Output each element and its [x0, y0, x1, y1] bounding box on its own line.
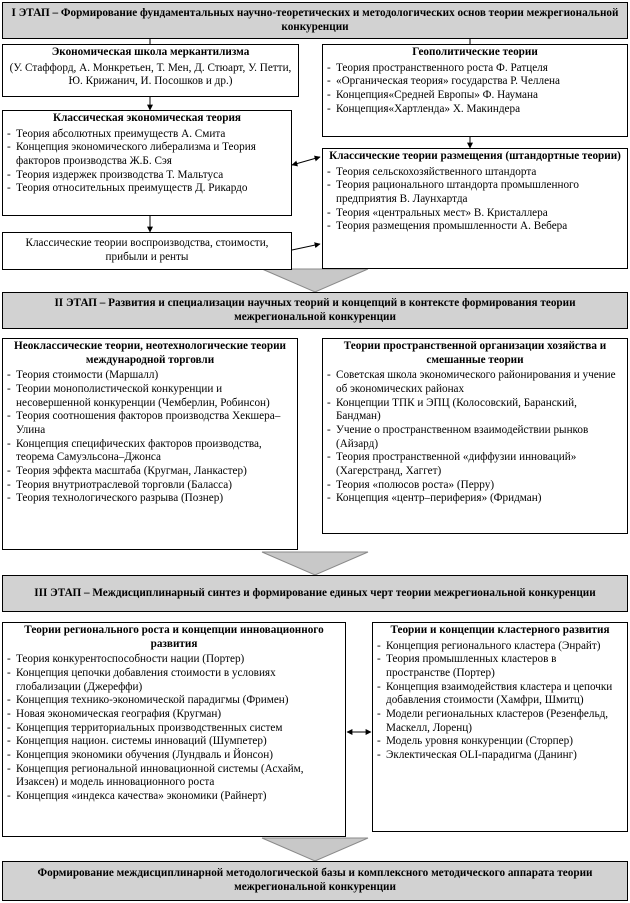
list-item: - Теория эффекта масштаба (Кругман, Ланкастер): [7, 465, 293, 479]
reproduction-text: Классические теории воспроизводства, стоимости, прибыли и ренты: [25, 237, 269, 263]
list-item: - «Органическая теория» государства Р. Челлена: [327, 75, 623, 89]
stage-arrow-3: [262, 838, 368, 861]
mercantilism-box: [2, 44, 299, 97]
list-item: - Теория издержек производства Т. Мальтуса: [7, 169, 287, 183]
list-item: - Концепция «индекса качества» экономики (Райнерт): [7, 790, 341, 804]
list-item: - Концепции ТПК и ЭПЦ (Колосовский, Баранский, Бандман): [327, 397, 623, 424]
neoclassical-box: [2, 338, 298, 550]
list-item: - Модели региональных кластеров (Резенфельд, Маскелл, Лоренц): [377, 708, 623, 735]
mercantilism-authors: (У. Стаффорд, А. Монкретьен, Т. Мен, Д. Стюарт, У. Петти, Ю. Крижанич, И. Посошков и др.): [9, 61, 292, 88]
neoclassical-list: [3, 369, 297, 506]
mercantilism-title: Экономическая школа меркантилизма: [51, 46, 250, 58]
list-item: - Теория пространственного роста Ф. Ратцеля: [327, 62, 623, 76]
list-item: - Теории монополистической конкуренции и несовершенной конкуренции (Чемберлин, Робинсон): [7, 383, 293, 410]
spatial-title: Теории пространственной организации хозяйства и смешанные теории: [343, 340, 607, 366]
list-item: - Теория пространственной «диффузии инноваций» (Хагерстранд, Хаггет): [327, 451, 623, 478]
list-item: - Теория относительных преимуществ Д. Рикардо: [7, 182, 287, 196]
list-item: - Теория рационального штандорта промышленного предприятия В. Лаунхартда: [327, 179, 623, 206]
location-title: Классические теории размещения (штандортные теории): [329, 150, 621, 162]
list-item: - Теория технологического разрыва (Познер): [7, 492, 293, 506]
list-item: - Концепция национ. системы инноваций (Шумпетер): [7, 735, 341, 749]
final-box: [2, 861, 628, 901]
location-list: [323, 166, 627, 234]
list-item: - Теория соотношения факторов производства Хекшера–Улина: [7, 410, 293, 437]
spatial-list: [323, 369, 627, 506]
stage1-header: [2, 2, 628, 39]
list-item: - Теория внутриотраслевой торговли (Баласса): [7, 479, 293, 493]
list-item: - Модель уровня конкуренции (Сторпер): [377, 735, 623, 749]
list-item: - Теория сельскохозяйственного штандорта: [327, 166, 623, 180]
classical-economic-list: [3, 128, 291, 196]
classical-economic-title: Классическая экономическая теория: [53, 112, 241, 124]
list-item: - Теория размещения промышленности А. Вебера: [327, 220, 623, 234]
list-item: - Концепция цепочки добавления стоимости в условиях глобализации (Джерeффи): [7, 667, 341, 694]
list-item: - Концепция«Средней Европы» Ф. Наумана: [327, 89, 623, 103]
list-item: - Концепция«Хартленда» Х. Макиндера: [327, 103, 623, 117]
regional-list: [3, 653, 345, 803]
final-text: Формирование междисциплинарной методологической базы и комплексного методического аппарата теории межрегиональной конкуренции: [37, 867, 593, 893]
list-item: - Концепция регионального кластера (Энрайт): [377, 640, 623, 654]
list-item: - Концепция технико-экономической парадигмы (Фримен): [7, 694, 341, 708]
stage2-title: II ЭТАП – Развития и специализации научных теорий и концепций в контексте формирования теории межрегиональной конкуренции: [54, 296, 576, 323]
geopolitical-list: [323, 62, 627, 117]
cluster-list: [373, 640, 627, 763]
list-item: - Теория промышленных кластеров в пространстве (Портер): [377, 653, 623, 680]
reproduction-box: [2, 232, 292, 270]
list-item: - Концепция территориальных производственных систем: [7, 722, 341, 736]
stage3-header: [2, 575, 628, 612]
list-item: - Учение о пространственном взаимодействии рынков (Айзард): [327, 424, 623, 451]
neoclassical-title: Неоклассические теории, неотехнологические теории международной торговли: [14, 340, 286, 366]
list-item: - Теория «полюсов роста» (Перру): [327, 479, 623, 493]
list-item: - Концепция специфических факторов производства, теорема Самуэльсона–Джонса: [7, 438, 293, 465]
arrow-classical-location: [292, 157, 320, 165]
list-item: - Советская школа экономического районирования и учение об экономических районах: [327, 369, 623, 396]
list-item: - Эклектическая OLI-парадигма (Данинг): [377, 749, 623, 763]
stage2-header: [2, 292, 628, 329]
location-box: [322, 148, 628, 269]
list-item: - Концепция региональной инновационной системы (Асхайм, Изаксен) и модель инновационного роста: [7, 763, 341, 790]
geopolitical-title: Геополитические теории: [412, 46, 538, 58]
list-item: - Теория «центральных мест» В. Кристаллера: [327, 207, 623, 221]
stage-arrow-2: [262, 552, 368, 575]
list-item: - Концепция экономики обучения (Лундваль и Йонсон): [7, 749, 341, 763]
list-item: - Теория стоимости (Маршалл): [7, 369, 293, 383]
classical-economic-box: [2, 110, 292, 216]
list-item: - Теория абсолютных преимуществ А. Смита: [7, 128, 287, 142]
cluster-box: [372, 622, 628, 832]
list-item: - Концепция экономического либерализма и Теория факторов производства Ж.Б. Сэя: [7, 141, 287, 168]
stage-arrow-1: [262, 269, 368, 292]
arrow-reproduction-to-location: [292, 244, 320, 250]
list-item: - Концепция «центр–периферия» (Фридман): [327, 492, 623, 506]
list-item: - Концепция взаимодействия кластера и цепочки добавления стоимости (Хамфри, Шмитц): [377, 681, 623, 708]
cluster-title: Теории и концепции кластерного развития: [390, 624, 610, 636]
regional-box: [2, 622, 346, 837]
geopolitical-box: [322, 44, 628, 137]
regional-title: Теории регионального роста и концепции инновационного развития: [24, 624, 324, 650]
stage1-title: I ЭТАП – Формирование фундаментальных научно-теоретических и методологических основ теории межрегиональной конкуренции: [11, 6, 619, 33]
list-item: - Новая экономическая география (Кругман): [7, 708, 341, 722]
list-item: - Теория конкурентоспособности нации (Портер): [7, 653, 341, 667]
spatial-box: [322, 338, 628, 534]
stage3-title: III ЭТАП – Междисциплинарный синтез и формирование единых черт теории межрегиональной конкуренции: [34, 586, 596, 599]
